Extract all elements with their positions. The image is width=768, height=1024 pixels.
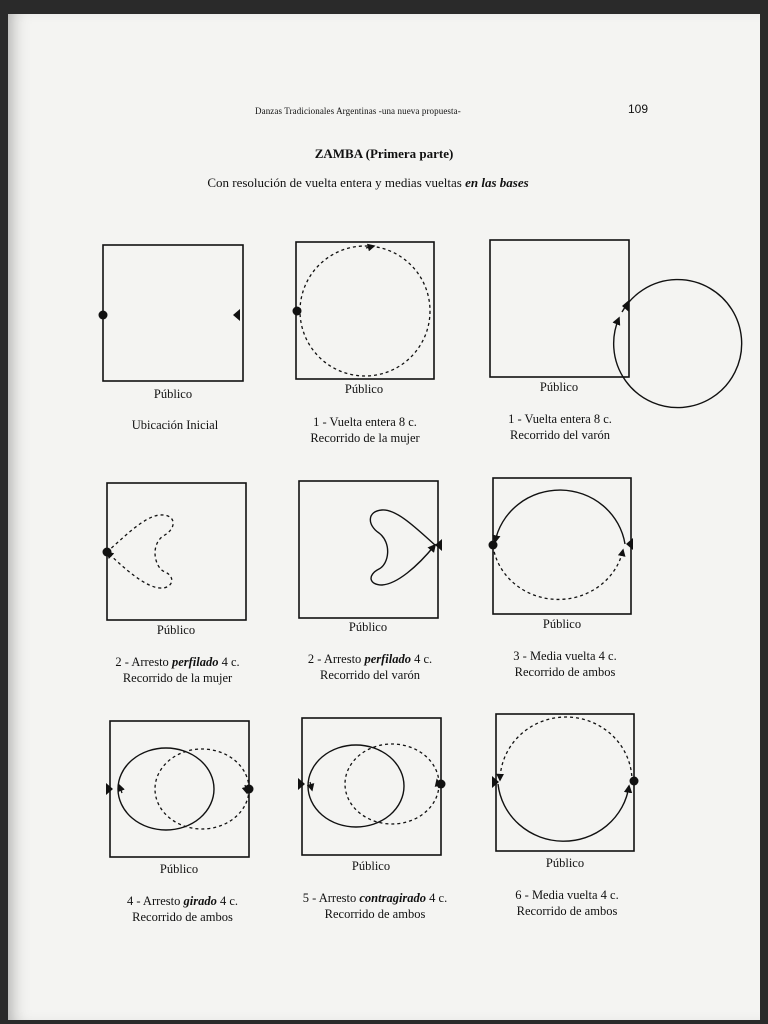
caption-8 — [280, 890, 470, 922]
caption-line: Recorrido de ambos — [514, 665, 616, 679]
caption-line — [290, 651, 450, 667]
man-turn-path — [308, 745, 404, 827]
dance-floor-box — [493, 478, 631, 614]
woman-marker — [245, 785, 254, 794]
diagram-initial-position — [100, 243, 280, 393]
publico-label: Público — [351, 859, 391, 873]
caption-line: 1 - Vuelta entera 8 c. — [508, 412, 612, 426]
publico-label: Público — [156, 623, 196, 637]
diagram-half-turn-both — [491, 476, 671, 626]
section-subtitle — [0, 175, 736, 191]
caption-7 — [100, 893, 265, 925]
woman-half-turn-path — [500, 717, 632, 782]
diagram-half-turn-both-2 — [494, 712, 674, 862]
caption-em: girado — [183, 894, 217, 908]
dance-floor-box — [496, 714, 634, 851]
page-number: 109 — [628, 102, 649, 116]
publico-label: Público — [348, 620, 388, 634]
caption-3 — [480, 411, 640, 443]
caption-line: Ubicación Inicial — [131, 418, 219, 432]
caption-line: Recorrido de la mujer — [122, 671, 233, 685]
caption-em: perfilado — [171, 655, 219, 669]
caption-em: perfilado — [364, 652, 411, 666]
caption-suffix: 4 c. — [410, 652, 433, 666]
caption-6 — [485, 648, 645, 680]
woman-marker — [489, 541, 498, 550]
woman-marker — [630, 777, 639, 786]
diagram-arresto-perfilado-man — [297, 479, 477, 629]
caption-prefix: 5 - Arresto — [302, 891, 360, 905]
caption-prefix: 2 - Arresto — [115, 655, 172, 669]
section-title: ZAMBA (Primera parte) — [314, 146, 454, 161]
man-turn-path — [118, 748, 214, 830]
publico-label: Público — [159, 862, 199, 876]
dance-floor-box — [296, 242, 434, 379]
caption-line: 3 - Media vuelta 4 c. — [513, 649, 617, 663]
full-turn-path — [300, 246, 430, 376]
publico-label: Público — [153, 387, 193, 401]
caption-line: 1 - Vuelta entera 8 c. — [313, 415, 417, 429]
caption-line: Recorrido de ambos — [132, 910, 233, 924]
man-marker — [626, 538, 633, 550]
man-direction-arrow — [310, 782, 312, 790]
caption-em: contragirado — [359, 891, 427, 905]
caption-prefix: 2 - Arresto — [307, 652, 365, 666]
woman-marker — [437, 780, 446, 789]
man-half-turn-path — [498, 784, 629, 841]
diagram-arresto-perfilado-woman — [105, 481, 285, 631]
heart-path — [107, 515, 173, 588]
caption-line: Recorrido del varón — [510, 428, 610, 442]
caption-line — [280, 890, 470, 906]
caption-9 — [487, 887, 647, 919]
caption-suffix: 4 c. — [426, 891, 448, 905]
subtitle-text: Con resolución de vuelta entera y medias vueltas — [207, 175, 466, 190]
diagram-full-turn-woman — [294, 240, 474, 390]
man-half-turn-path — [495, 490, 625, 544]
caption-5 — [290, 651, 450, 683]
woman-marker — [103, 548, 112, 557]
dance-floor-box — [103, 245, 243, 381]
caption-line — [95, 654, 260, 670]
caption-line: Recorrido del varón — [320, 668, 420, 682]
heart-path — [370, 510, 435, 585]
woman-marker — [99, 311, 108, 320]
caption-4 — [95, 654, 260, 686]
woman-marker — [293, 307, 302, 316]
diagram-arresto-girado — [108, 719, 288, 869]
subtitle-emphasis: en las bases — [465, 175, 529, 190]
man-direction-arrow — [119, 785, 122, 793]
running-head: Danzas Tradicionales Argentinas -una nueva propuesta- — [255, 106, 461, 116]
diagram-arresto-contragirado — [300, 716, 480, 866]
caption-1 — [90, 417, 260, 433]
caption-2 — [285, 414, 445, 446]
caption-line: Recorrido de ambos — [516, 904, 618, 918]
caption-suffix: 4 c. — [216, 894, 239, 908]
dance-floor-box — [107, 483, 246, 620]
publico-label: Público — [344, 382, 384, 396]
publico-label: Público — [539, 380, 579, 394]
diagram-full-turn-man — [488, 238, 668, 388]
dance-floor-box — [299, 481, 438, 618]
woman-turn-path — [345, 744, 439, 824]
woman-half-turn-path — [493, 546, 623, 599]
dance-floor-box — [302, 718, 441, 855]
dance-floor-box — [110, 721, 249, 857]
caption-line: Recorrido de ambos — [324, 907, 426, 921]
dance-floor-box — [490, 240, 629, 377]
caption-prefix: 4 - Arresto — [126, 894, 184, 908]
publico-label: Público — [545, 856, 585, 870]
caption-suffix: 4 c. — [218, 655, 240, 669]
publico-label: Público — [542, 617, 582, 631]
caption-line — [100, 893, 265, 909]
caption-line: Recorrido de la mujer — [310, 431, 420, 445]
caption-line: 6 - Media vuelta 4 c. — [515, 888, 619, 902]
man-marker — [233, 309, 240, 321]
